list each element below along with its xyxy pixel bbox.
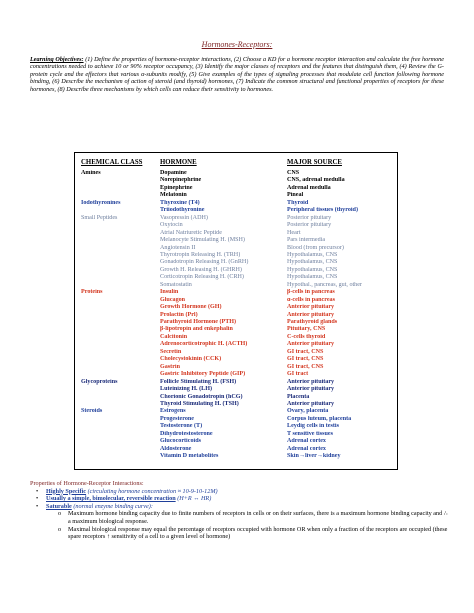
hormone-cell: Follicle Stimulating H. (FSH) [160, 378, 237, 385]
table-row [75, 453, 397, 460]
table-row [75, 364, 397, 371]
source-cell: Anterior pituitary [287, 304, 335, 311]
table-row [75, 207, 397, 214]
source-cell: Anterior pituitary [287, 378, 335, 385]
table-row [75, 334, 397, 341]
table-row [75, 349, 397, 356]
table-row [75, 267, 397, 274]
source-cell: Anterior pituitary [287, 400, 335, 407]
table-row [75, 289, 397, 296]
hormone-cell: Melatonin [160, 192, 187, 199]
source-cell: GI tract [287, 371, 309, 378]
table-row [75, 304, 397, 311]
bullet-label: Highly Specific [46, 487, 87, 495]
hormone-cell: Vasopressin (ADH) [160, 214, 208, 221]
chemical-class-cell: Amines [81, 170, 101, 176]
source-cell: Pituitary, CNS [287, 326, 326, 333]
hormone-cell: Melanocyte Stimulating H. (MSH) [160, 237, 245, 244]
properties-section [30, 480, 450, 541]
source-cell: Leydig cells in testis [287, 423, 339, 430]
table-row [75, 237, 397, 244]
bullet-text: (circulating hormone concentration ≈ 10-9-10-12M) [87, 487, 218, 495]
sub-bullet-capacity [30, 510, 450, 525]
source-cell: Hypothal., pancreas, gut, other [287, 281, 362, 288]
hormone-cell: Glucocorticoids [160, 438, 201, 445]
hormone-cell: Thyrotropin Releasing H. (TRH) [160, 251, 241, 258]
table-row [75, 252, 397, 259]
hormone-cell: Thyroxine (T4) [160, 199, 200, 206]
source-cell: Hypothalamus, CNS [287, 259, 338, 266]
source-cell: T sensitive tissues [287, 430, 333, 437]
chemical-class-cell: Glycoproteins [81, 378, 118, 385]
chemical-class-cell: Small Peptides [81, 214, 118, 221]
bullet-text: (H+R ↔ HR) [177, 495, 212, 503]
learning-objectives [30, 56, 444, 93]
objectives-text: (1) Define the properties of hormone-receptor interactions, (2) Choose a KD for a hormone receptor interaction and calculate the free hormone concentrations needed to achieve 10 or 90% receptor occupancy, (3) Identify the major classes of receptors and the features that distinguish them, (4) Review the G-protein cycle and the effectors that various α-subunits modify, (5) Give examples of the types of signaling processes that modulate cell function following hormone binding, (6) Describe the mechanism of action of steroid (and thyroid) hormones, (7) Indicate the common structural and functional properties of receptors for these hormones, (8) Describe three mechanisms by which cells can reduce their sensitivity to hormones. [30, 56, 445, 93]
table-row [75, 259, 397, 266]
source-cell: Corpus luteum, placenta [287, 415, 352, 422]
source-cell: CNS, adrenal medulla [287, 177, 345, 184]
table-row [75, 438, 397, 445]
source-cell: CNS [287, 170, 300, 176]
table-row [75, 170, 397, 177]
source-cell: Hypothalamus, CNS [287, 274, 338, 281]
source-cell: Posterior pituitary [287, 222, 332, 229]
table-row [75, 200, 397, 207]
hormone-cell: Vitamin D metabolites [160, 453, 219, 460]
table-row [75, 312, 397, 319]
hormone-cell: Dopamine [160, 170, 187, 176]
hormone-cell: Calcitonin [160, 333, 188, 340]
bullet-icon: • [36, 502, 39, 510]
source-cell: Adrenal cortex [287, 438, 326, 445]
bullet-saturable [30, 503, 450, 511]
table-row [75, 341, 397, 348]
table-row [75, 274, 397, 281]
circle-bullet-icon: o [58, 510, 62, 518]
bullet-label: Saturable [46, 502, 72, 510]
hormone-cell: Progesterone [160, 415, 194, 422]
source-cell: GI tract, CNS [287, 363, 324, 370]
table-row [75, 423, 397, 430]
hormone-cell: Aldosterone [160, 445, 192, 452]
source-cell: Hypothalamus, CNS [287, 251, 338, 258]
hormone-cell: Somatostatin [160, 281, 192, 288]
bullet-text: (normal enzyme binding curve): [73, 502, 153, 510]
table-row [75, 177, 397, 184]
circle-bullet-icon: o [58, 525, 62, 533]
hormone-cell: Dihydrotestosterone [160, 430, 213, 437]
source-cell: Posterior pituitary [287, 214, 332, 221]
source-cell: Adrenal medulla [287, 184, 331, 191]
table-row [75, 401, 397, 408]
hormone-cell: Luteinizing H. (LH) [160, 386, 212, 393]
hormone-table [74, 152, 398, 470]
hormone-cell: β-lipotropin and enkephalin [160, 326, 233, 333]
table-row [75, 326, 397, 333]
table-row [75, 319, 397, 326]
header-chemical-class: CHEMICAL CLASS [81, 159, 143, 166]
table-row [75, 431, 397, 438]
table-row [75, 416, 397, 423]
sub-bullet-text: Maximum hormone binding capacity due to finite numbers of receptors in cells or on their surfaces, there is a maximum hormone binding capacity and ∴ a maximum biological response. [68, 510, 448, 525]
source-cell: Thyroid [287, 199, 309, 206]
hormone-cell: Glucagon [160, 296, 186, 303]
hormone-cell: Norepinephrine [160, 177, 202, 184]
table-row [75, 446, 397, 453]
table-row [75, 282, 397, 289]
objectives-label: Learning Objectives: [30, 56, 84, 63]
chemical-class-cell: Iodothyronines [81, 199, 121, 206]
hormone-cell: Epinephrine [160, 184, 193, 191]
hormone-cell: Parathyroid Hormone (PTH) [160, 319, 237, 325]
source-cell: GI tract, CNS [287, 356, 324, 363]
table-row [75, 297, 397, 304]
properties-heading: Properties of Hormone-Receptor Interactions: [30, 480, 144, 487]
source-cell: Anterior pituitary [287, 386, 335, 393]
source-cell: GI tract, CNS [287, 348, 324, 355]
bullet-reversible [30, 495, 450, 503]
table-row [75, 230, 397, 237]
bullet-label: Usually a simple, bimolecular, reversible reaction [46, 495, 176, 503]
table-row [75, 386, 397, 393]
hormone-cell: Gonadotropin Releasing H. (GnRH) [160, 259, 249, 266]
table-row [75, 192, 397, 199]
source-cell: Anterior pituitary [287, 311, 335, 318]
chemical-class-cell: Proteins [81, 289, 103, 296]
table-row [75, 379, 397, 386]
source-cell: Blood (from precursor) [287, 244, 344, 251]
hormone-cell: Cholecystokinin (CCK) [160, 356, 222, 363]
table-row [75, 215, 397, 222]
source-cell: Skin→liver→kidney [287, 453, 341, 460]
hormone-cell: Insulin [160, 289, 179, 296]
source-cell: Anterior pituitary [287, 341, 335, 348]
hormone-cell: Estrogens [160, 408, 186, 415]
header-hormone: HORMONE [160, 159, 197, 166]
hormone-cell: Growth H. Releasing H. (GHRH) [160, 266, 242, 273]
source-cell: Pars intermedia [287, 237, 326, 244]
source-cell: Ovary, placenta [287, 408, 329, 415]
page-title: Hormones-Receptors: [201, 40, 273, 49]
table-row [75, 408, 397, 415]
source-cell: α-cells in pancreas [287, 296, 335, 303]
hormone-cell: Gastrin [160, 363, 180, 370]
hormone-cell: Chorionic Gonadotropin (hCG) [160, 393, 243, 400]
hormone-cell: Angiotensin II [160, 244, 196, 251]
source-cell: Pineal [287, 192, 304, 199]
table-row [75, 185, 397, 192]
hormone-cell: Gastric Inhibitory Peptide (GIP) [160, 371, 246, 378]
table-row [75, 222, 397, 229]
table-row [75, 356, 397, 363]
source-cell: Peripheral tissues (thyroid) [287, 207, 358, 214]
table-row [75, 394, 397, 401]
hormone-cell: Prolactin (Prl) [160, 311, 198, 318]
hormone-cell: Corticotropin Releasing H. (CRH) [160, 274, 244, 281]
source-cell: Adrenal cortex [287, 445, 326, 452]
sub-bullet-text: Maximal biological response may equal the percentage of receptors occupied with hormone OR when only a fraction of the receptors are occupied (these spare receptors ↑ sensitivity of a cell to a given level of hormone) [68, 525, 448, 541]
hormone-cell: Growth Hormone (GH) [160, 304, 222, 311]
bullet-icon: • [36, 495, 39, 503]
table-row [75, 371, 397, 378]
chemical-class-cell: Steroids [81, 408, 103, 415]
hormone-cell: Atrial Natriuretic Peptide [160, 229, 222, 236]
sub-bullet-spare-receptors [30, 526, 450, 541]
source-cell: C-cells thyroid [287, 333, 326, 340]
source-cell: β-cells in pancreas [287, 289, 335, 296]
bullet-icon: • [36, 487, 39, 495]
hormone-cell: Testosterone (T) [160, 423, 203, 430]
table-row [75, 245, 397, 252]
source-cell: Hypothalamus, CNS [287, 266, 338, 273]
source-cell: Heart [287, 229, 301, 236]
source-cell: Parathyroid glands [287, 319, 338, 325]
source-cell: Placenta [287, 393, 310, 400]
header-major-source: MAJOR SOURCE [287, 159, 342, 166]
bullet-specific [30, 488, 450, 496]
hormone-cell: Thyroid Stimulating H. (TSH) [160, 400, 239, 407]
hormone-cell: Triiodothyronine [160, 207, 205, 214]
hormone-cell: Adrenocorticotrophic H. (ACTH) [160, 341, 248, 348]
hormone-cell: Secretin [160, 348, 182, 355]
hormone-cell: Oxytocin [160, 222, 183, 229]
